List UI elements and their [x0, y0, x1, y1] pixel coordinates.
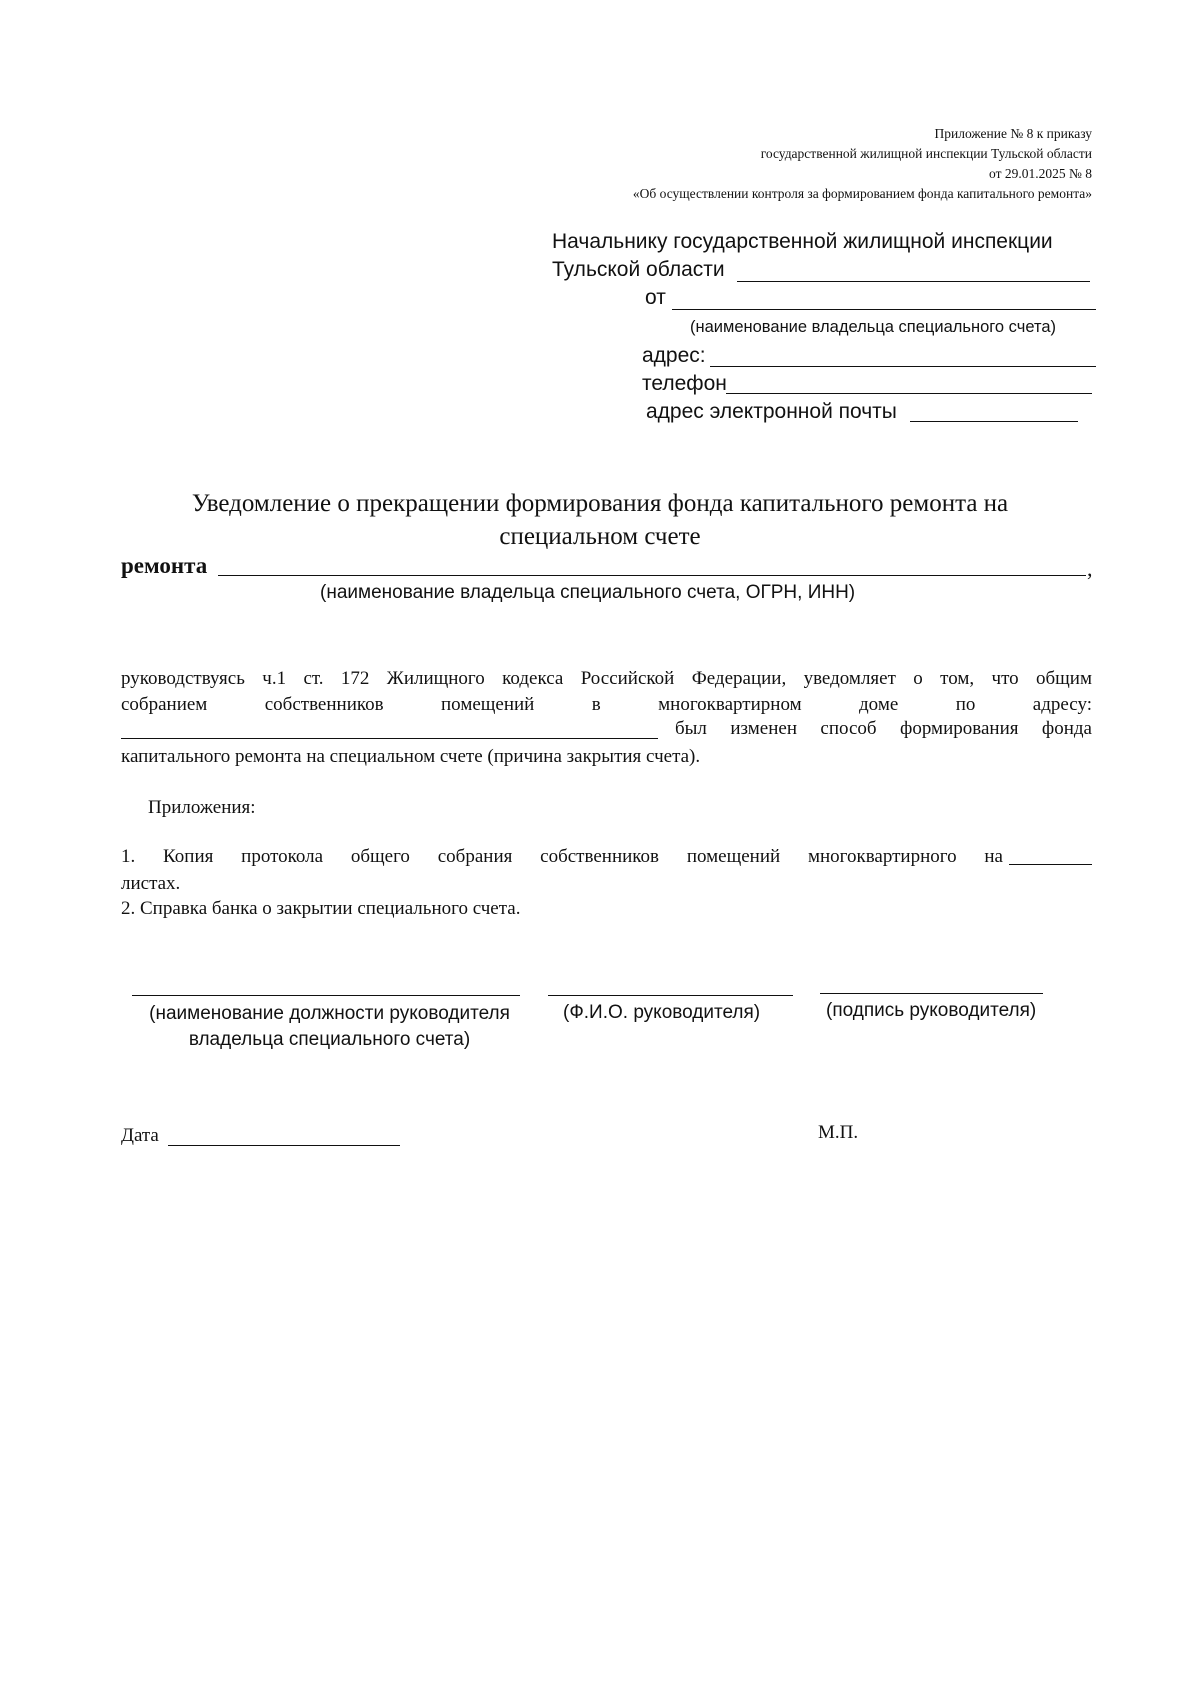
from-label: от	[645, 286, 666, 309]
owner-comma: ,	[1087, 556, 1093, 581]
document-title-line-1: Уведомление о прекращении формирования фонда капитального ремонта на	[191, 490, 1009, 517]
document-title-line-2: специальном счете	[499, 523, 701, 550]
addressee-line-1: Начальнику государственной жилищной инспекции	[552, 230, 1053, 253]
body-word: по	[955, 694, 976, 715]
body-line-2	[121, 694, 1092, 716]
body-line-4: капитального ремонта на специальном счете (причина закрытия счета).	[121, 746, 701, 767]
from-field[interactable]	[672, 309, 1096, 310]
attachments-heading: Приложения:	[148, 797, 256, 818]
email-field[interactable]	[910, 421, 1078, 422]
owner-label: ремонта	[121, 553, 208, 578]
annex-line-3: от 29.01.2025 № 8	[989, 166, 1092, 181]
email-label: адрес электронной почты	[646, 400, 897, 423]
body-word: доме	[859, 694, 899, 715]
signature-caption: (подпись руководителя)	[826, 1000, 1037, 1021]
phone-field[interactable]	[726, 393, 1092, 394]
body-word: многоквартирном	[658, 694, 802, 715]
position-caption-line-1: (наименование должности руководителя	[149, 1003, 510, 1024]
body-word: адресу:	[1032, 694, 1092, 715]
body-word: собранием	[121, 694, 208, 715]
stamp-label: М.П.	[818, 1122, 859, 1143]
annex-line-2: государственной жилищной инспекции Тульской области	[760, 146, 1092, 161]
attachment-item-1-cont: листах.	[121, 873, 181, 894]
signature-field[interactable]	[820, 993, 1043, 994]
body-word: в	[591, 694, 601, 715]
owner-field[interactable]	[218, 575, 1086, 576]
building-address-field[interactable]	[121, 738, 658, 739]
from-caption: (наименование владельца специального счета)	[690, 318, 1057, 336]
date-field[interactable]	[168, 1145, 400, 1146]
date-label: Дата	[121, 1125, 159, 1146]
name-caption: (Ф.И.О. руководителя)	[563, 1002, 761, 1023]
address-label: адрес:	[642, 344, 706, 367]
body-word: собственников	[264, 694, 384, 715]
owner-caption: (наименование владельца специального счета, ОГРН, ИНН)	[320, 582, 856, 603]
address-field[interactable]	[710, 366, 1096, 367]
position-caption-line-2: владельца специального счета)	[188, 1029, 471, 1050]
phone-label: телефон	[642, 372, 727, 395]
annex-line-1: Приложение № 8 к приказу	[934, 126, 1092, 141]
body-word: помещений	[441, 694, 535, 715]
attachment-item-2: 2. Справка банка о закрытии специального счета.	[121, 898, 521, 919]
addressee-line-2: Тульской области	[552, 258, 725, 281]
attachment-item-1: 1. Копия протокола общего собрания собственников помещений многоквартирного на	[121, 846, 1003, 867]
annex-line-4: «Об осуществлении контроля за формированием фонда капитального ремонта»	[632, 186, 1092, 201]
attachment-sheets-field[interactable]	[1009, 864, 1092, 865]
body-line-1: руководствуясь ч.1 ст. 172 Жилищного кодекса Российской Федерации, уведомляет о том, что общим	[121, 668, 1092, 689]
position-field[interactable]	[132, 995, 520, 996]
body-line-3-tail: был изменен способ формирования фонда	[675, 718, 1092, 739]
name-field[interactable]	[548, 995, 793, 996]
addressee-region-field[interactable]	[737, 281, 1090, 282]
